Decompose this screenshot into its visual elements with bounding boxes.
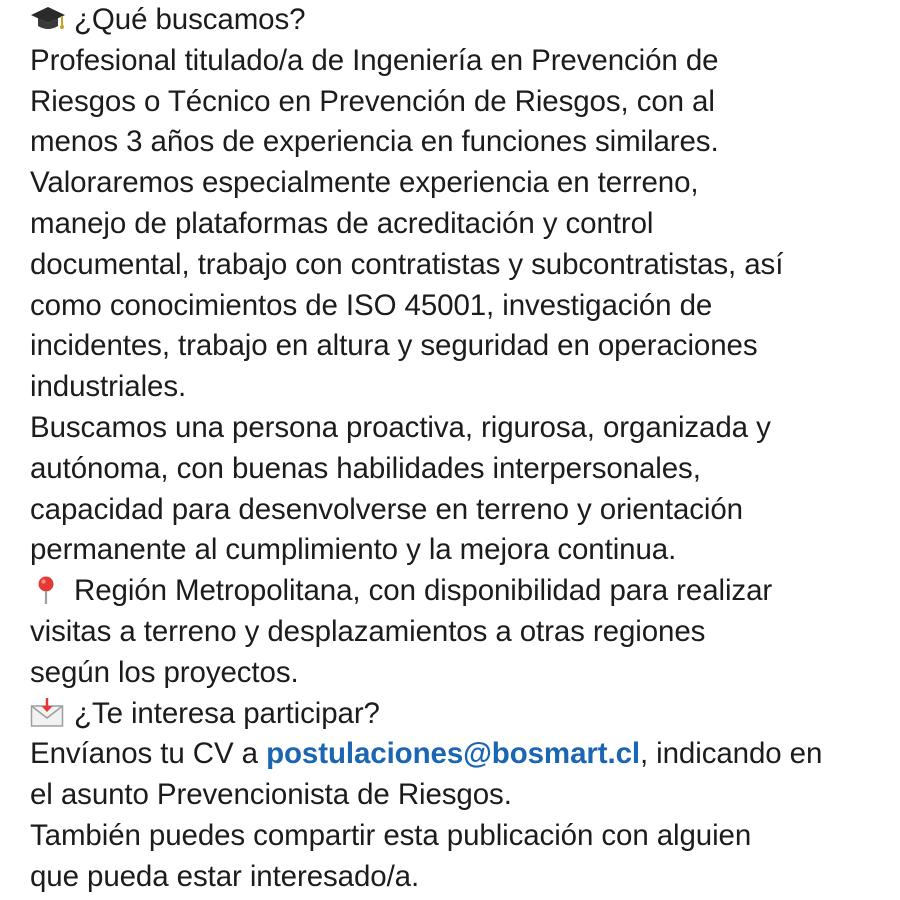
apply-heading: ¿Te interesa participar? bbox=[74, 696, 380, 730]
what-line-11: autónoma, con buenas habilidades interpersonales, bbox=[30, 451, 701, 485]
what-line-9: industriales. bbox=[30, 370, 187, 404]
job-post-body bbox=[30, 0, 890, 898]
envelope-icon bbox=[30, 698, 66, 728]
apply-line-4: que pueda estar interesado/a. bbox=[30, 859, 420, 893]
apply-suffix: , indicando en bbox=[639, 737, 823, 771]
what-line-10: Buscamos una persona proactiva, rigurosa, organizada y bbox=[30, 410, 771, 444]
email-link[interactable]: postulaciones@bosmart.cl bbox=[266, 737, 640, 771]
what-line-5: manejo de plataformas de acreditación y control bbox=[30, 206, 654, 240]
what-line-2: Riesgos o Técnico en Prevención de Riesgos, con al bbox=[30, 84, 715, 118]
what-heading: ¿Qué buscamos? bbox=[74, 3, 306, 36]
apply-prefix: Envíanos tu CV a bbox=[30, 737, 267, 771]
what-line-6: documental, trabajo con contratistas y subcontratistas, así bbox=[30, 247, 784, 281]
apply-line-1 bbox=[30, 734, 890, 775]
location-line-1 bbox=[30, 571, 890, 612]
what-line-13: permanente al cumplimiento y la mejora continua. bbox=[30, 533, 677, 567]
what-line-4: Valoraremos especialmente experiencia en terreno, bbox=[30, 166, 699, 200]
location-line-2: visitas a terreno y desplazamientos a otras regiones bbox=[30, 614, 706, 648]
pin-icon bbox=[30, 575, 66, 605]
what-line-3: menos 3 años de experiencia en funciones similares. bbox=[30, 125, 719, 159]
location-line-3: según los proyectos. bbox=[30, 655, 299, 689]
apply-heading-line bbox=[30, 694, 890, 735]
apply-line-2: el asunto Prevencionista de Riesgos. bbox=[30, 778, 512, 812]
what-heading-line bbox=[30, 0, 890, 41]
what-line-1: Profesional titulado/a de Ingeniería en Prevención de bbox=[30, 43, 719, 77]
graduation-cap-icon bbox=[30, 4, 66, 34]
apply-line-3: También puedes compartir esta publicación con alguien bbox=[30, 818, 752, 852]
what-line-12: capacidad para desenvolverse en terreno y orientación bbox=[30, 492, 743, 526]
location-text: Región Metropolitana, con disponibilidad para realizar bbox=[74, 574, 773, 608]
what-line-8: incidentes, trabajo en altura y seguridad en operaciones bbox=[30, 329, 758, 363]
what-line-7: como conocimientos de ISO 45001, investigación de bbox=[30, 288, 713, 322]
